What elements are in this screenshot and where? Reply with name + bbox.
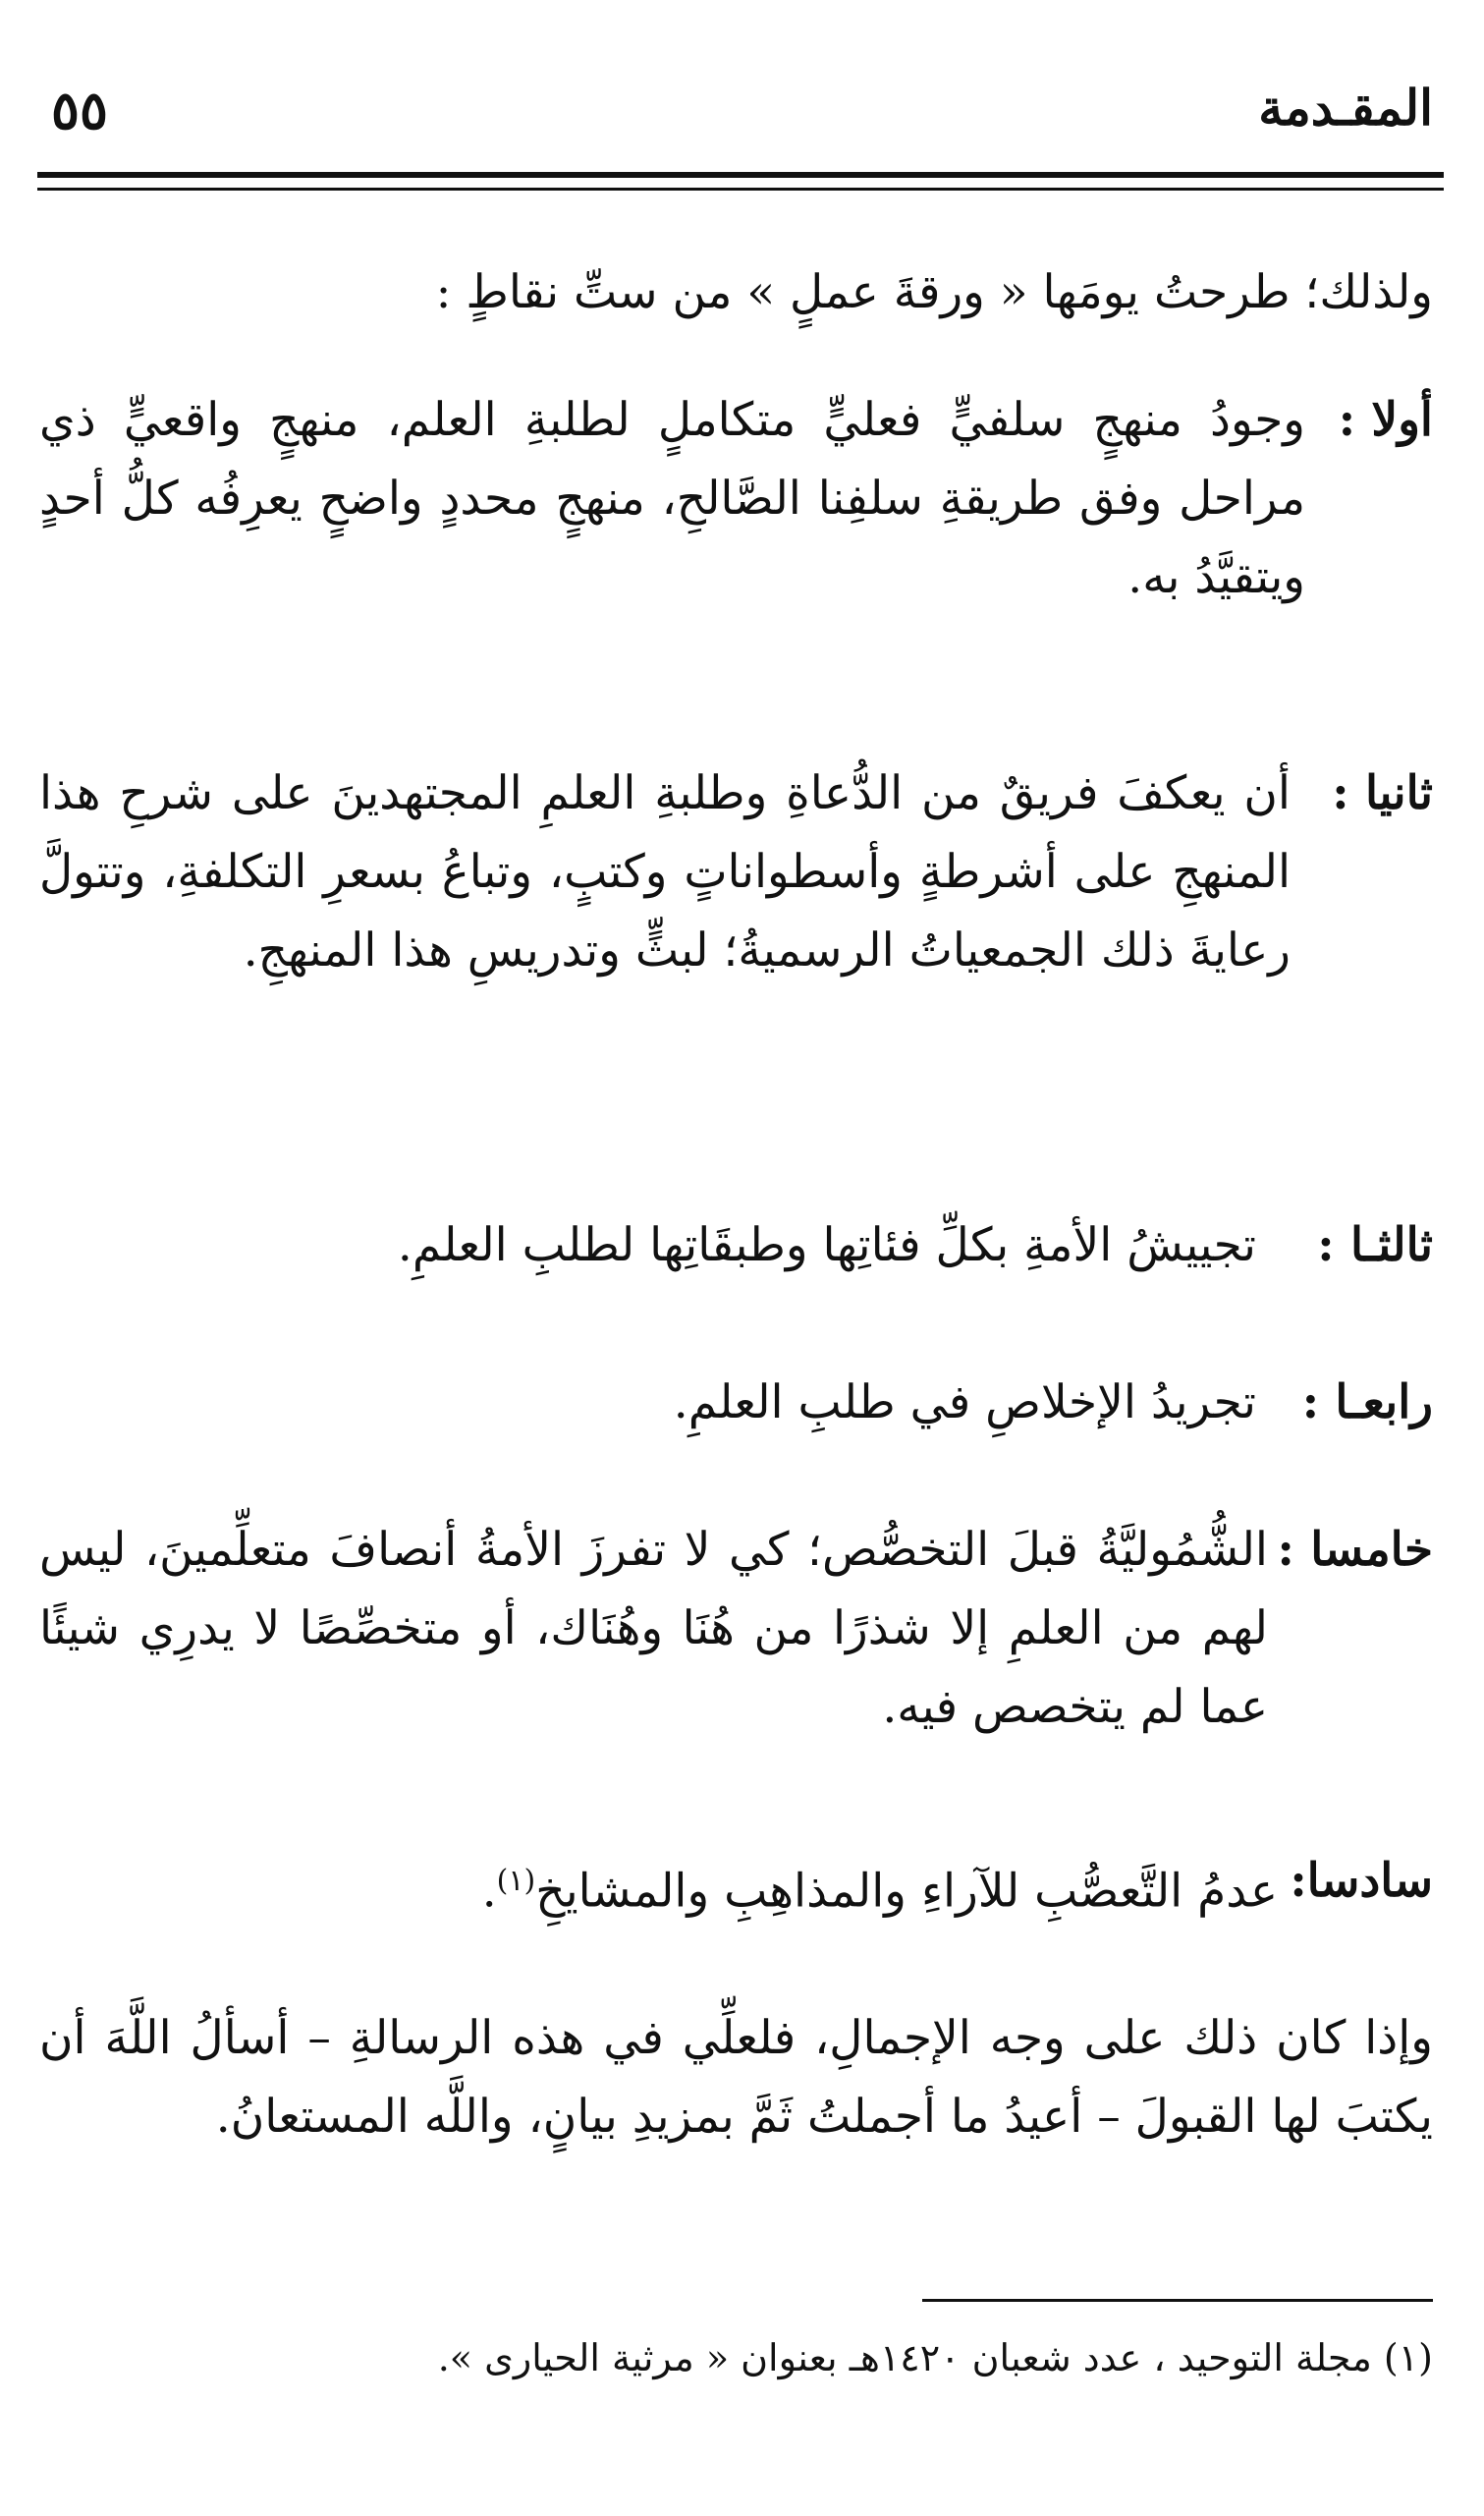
point-text: تجييشُ الأمةِ بكلِّ فئاتِها وطبقَاتِها لطلبِ العلمِ. [397, 1218, 1256, 1272]
point-text: وجودُ منهجٍ سلفيٍّ فعليٍّ متكاملٍ لطلبةِ العلم، منهجٍ واقعيٍّ ذي مراحل وفق طريقةِ سلفِنا الصَّالحِ، منهجٍ محددٍ واضحٍ يعرِفُه كلُّ أحدٍ ويتقيَّدُ به. [39, 393, 1305, 604]
point-text: تجريدُ الإخلاصِ في طلبِ العلمِ. [673, 1375, 1256, 1429]
point-text-end: . [481, 1864, 497, 1919]
point-label: ثالثـا : [1317, 1218, 1433, 1272]
page-number: ٥٥ [51, 79, 109, 141]
footnote-text: مجلة التوحيد ، عدد شعبان ١٤٢٠هـ بعنوان « مرثية الحيارى ». [437, 2336, 1372, 2379]
point-label: سادسا: [1290, 1854, 1433, 1908]
header-rule-thick [37, 172, 1444, 178]
chapter-title: المقـدمة [1258, 79, 1433, 137]
point-text [39, 1842, 1278, 1931]
point-text: أن يعكفَ فريقٌ من الدُّعاةِ وطلبةِ العلمِ المجتهدينَ على شرحِ هذا المنهجِ على أشرطةٍ وأسطواناتٍ وكتبٍ، وتباعُ بسعرِ التكلفةِ، وتتولَّ رعايةَ ذلك الجمعياتُ الرسميةُ؛ لبثٍّ وتدريسِ هذا المنهجِ. [39, 766, 1291, 978]
header-rule-thin [37, 188, 1444, 191]
conclusion-paragraph: وإذا كان ذلك على وجه الإجمالِ، فلعلِّي في هذه الرسالةِ – أسألُ اللَّهَ أن يكتبَ لها القبولَ – أعيدُ ما أجملتُ ثَمَّ بمزيدِ بيانٍ، واللَّه المستعانُ. [39, 2011, 1433, 2144]
point-6 [39, 1842, 1433, 1931]
intro-paragraph: ولذلك؛ طرحتُ يومَها « ورقةَ عملٍ » من ستِّ نقاطٍ : [435, 265, 1433, 319]
point-2 [39, 755, 1433, 990]
point-text-main: عدمُ التَّعصُّبِ للآراءِ والمذاهِبِ والمشايخِ [535, 1864, 1278, 1919]
footnote-reference[interactable]: (١) [496, 1864, 536, 1898]
footnote [39, 2328, 1433, 2387]
point-label: أولا : [1338, 393, 1433, 447]
point-1 [39, 381, 1433, 617]
point-label: رابعـا : [1301, 1375, 1433, 1429]
footnote-marker: (١) [1383, 2336, 1433, 2379]
point-label: خامسا : [1277, 1523, 1433, 1577]
point-5 [39, 1511, 1433, 1747]
point-label: ثانيا : [1332, 766, 1433, 820]
footnote-separator [922, 2299, 1433, 2302]
point-text: الشُّمُوليَّةُ قبلَ التخصُّص؛ كي لا تفرزَ الأمةُ أنصافَ متعلِّمينَ، ليس لهم من العلمِ إلا شذرًا من هُنَا وهُنَاك، أو متخصِّصًا لا يدرِي شيئًا عما لم يتخصص فيه. [39, 1523, 1268, 1734]
point-4 [39, 1364, 1433, 1442]
point-3 [39, 1206, 1433, 1285]
